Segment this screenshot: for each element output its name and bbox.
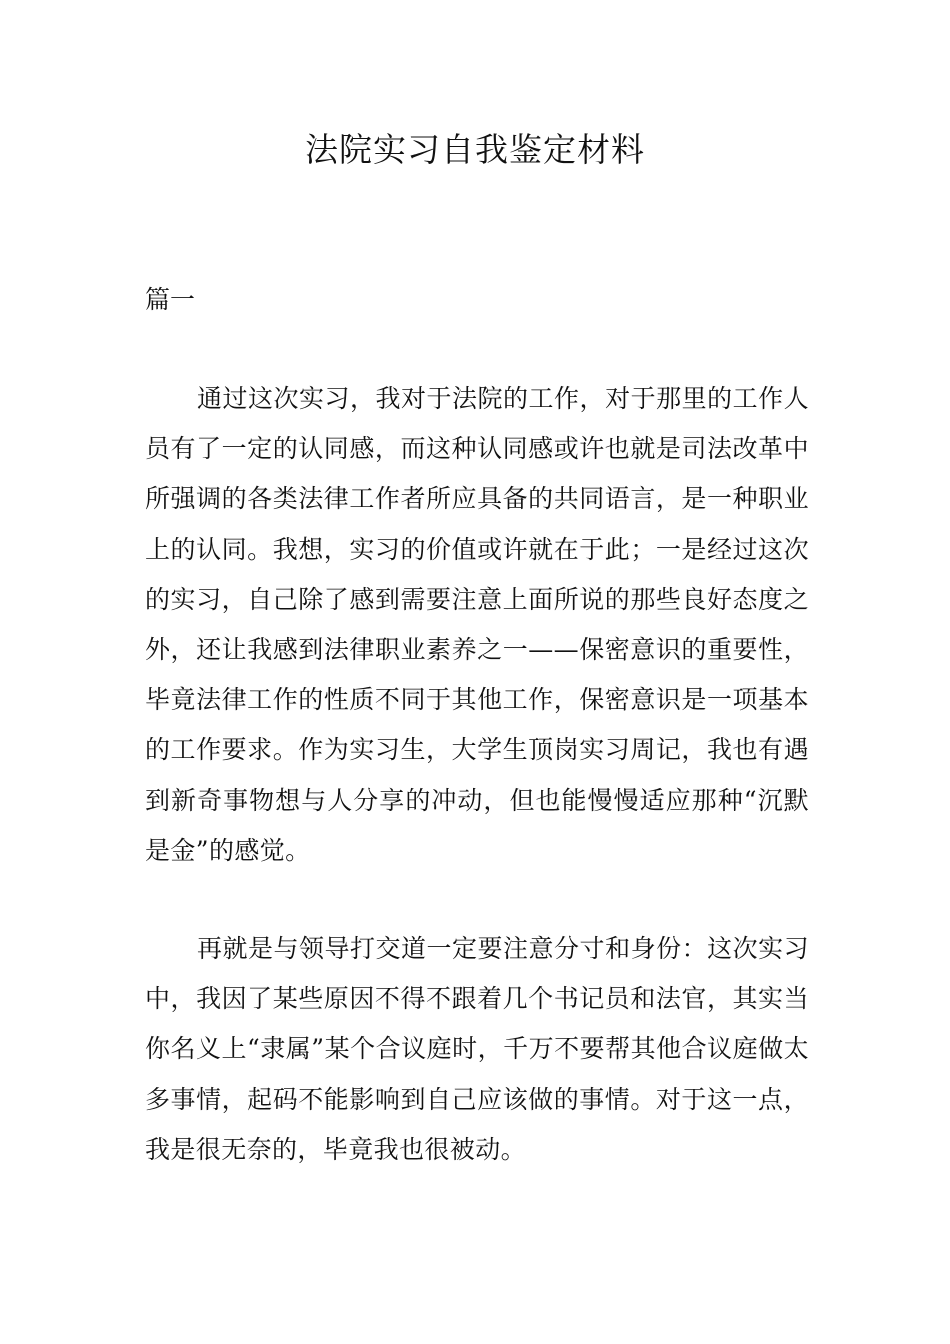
paragraph-1: 通过这次实习，我对于法院的工作，对于那里的工作人员有了一定的认同感，而这种认同感或许也就是司法改革中所强调的各类法律工作者所应具备的共同语言，是一种职业上的认同。我想，实习的价值或许就在于此；一是经过这次的实习，自己除了感到需要注意上面所说的那些良好态度之外，还让我感到法律职业素养之一——保密意识的重要性，毕竟法律工作的性质不同于其他工作，保密意识是一项基本的工作要求。作为实习生，大学生顶岗实习周记，我也有遇到新奇事物想与人分享的冲动，但也能慢慢适应那种“沉默是金”的感觉。 xyxy=(145,384,809,865)
paragraph-2: 再就是与领导打交道一定要注意分寸和身份：这次实习中，我因了某些原因不得不跟着几个书记员和法官，其实当你名义上“隶属”某个合议庭时，千万不要帮其他合议庭做太多事情，起码不能影响到自己应该做的事情。对于这一点，我是很无奈的，毕竟我也很被动。 xyxy=(145,934,809,1164)
section-label: 篇一 xyxy=(145,285,196,314)
document-title: 法院实习自我鉴定材料 xyxy=(305,130,645,169)
